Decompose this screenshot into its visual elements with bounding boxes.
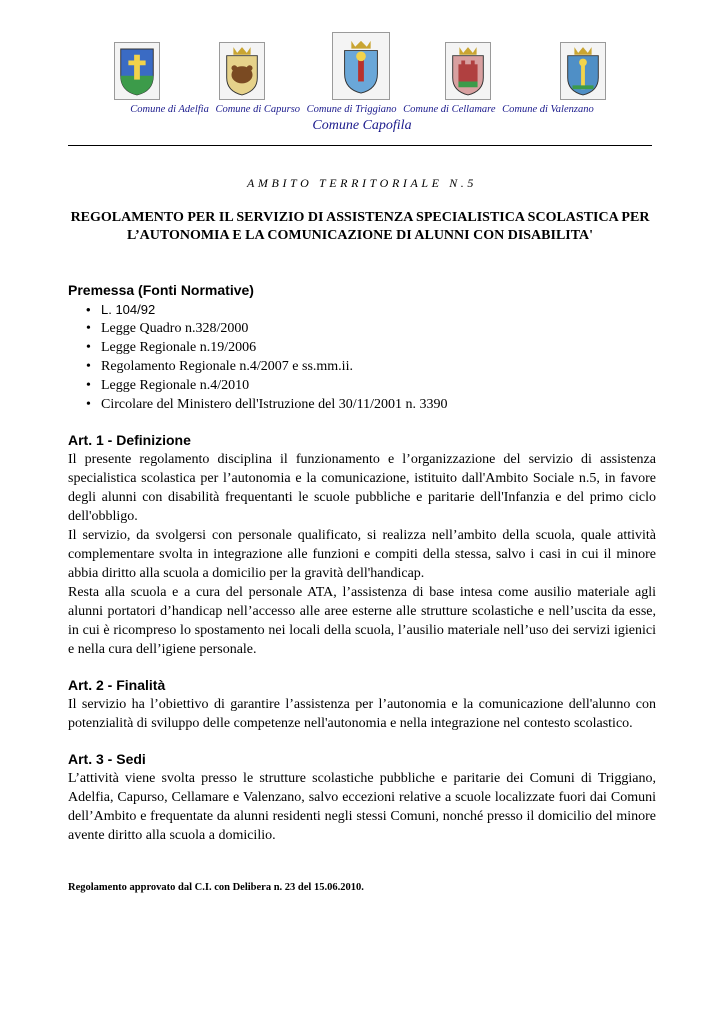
approval-note: Regolamento approvato dal C.I. con Delibera n. 23 del 15.06.2010. <box>68 882 364 893</box>
triggiano-crest-icon <box>332 32 390 100</box>
crests-row <box>0 40 724 104</box>
comune-cellamare: Comune di Cellamare <box>403 104 496 115</box>
header-divider <box>68 145 652 146</box>
article-1 <box>68 431 656 659</box>
valenzano-crest-icon <box>560 42 606 100</box>
list-item: • Regolamento Regionale n.4/2007 e ss.mm.ii. <box>86 357 656 376</box>
premessa-heading: Premessa (Fonti Normative) <box>68 282 254 298</box>
art1-paragraph: Il servizio, da svolgersi con personale qualificato, si realizza nell’ambito della scuola, quale attività complementare svolta in integrazione alle funzioni e compiti della stessa, salvo i casi in cui il minore abbia diritto alla scuola a domicilio per la gravità dell'handicap. <box>68 528 656 581</box>
list-item: • L. 104/92 <box>86 300 656 319</box>
art1-paragraph: Il presente regolamento disciplina il funzionamento e l’organizzazione del servizio di assistenza specialistica scolastica per l’autonomia e la comunicazione, istituito dall'Ambito Sociale n.5, in favore degli alunni con disabilità frequentanti le scuole pubbliche e paritarie dell'Infanzia e del primo ciclo dell'obbligo. <box>68 452 656 524</box>
art1-heading: Art. 1 - Definizione <box>68 432 191 448</box>
comune-valenzano: Comune di Valenzano <box>502 104 594 115</box>
article-2 <box>68 676 656 733</box>
list-item: • Legge Regionale n.4/2010 <box>86 376 656 395</box>
art2-paragraph: Il servizio ha l’obiettivo di garantire l’assistenza per l’autonomia e la comunicazione dell'alunno con potenzialità di sviluppo delle competenze nell'autonomia e nella integrazione nel contesto scolastico. <box>68 697 656 731</box>
article-3 <box>68 750 656 845</box>
capurso-crest-icon <box>219 42 265 100</box>
document-title: REGOLAMENTO PER IL SERVIZIO DI ASSISTENZA SPECIALISTICA SCOLASTICA PER L’AUTONOMIA E LA COMUNICAZIONE DI ALUNNI CON DISABILITA' <box>70 210 650 243</box>
list-item: • Legge Regionale n.19/2006 <box>86 338 656 357</box>
art3-heading: Art. 3 - Sedi <box>68 751 146 767</box>
document-body <box>68 281 656 845</box>
art3-paragraph: L’attività viene svolta presso le strutture scolastiche pubbliche e paritarie dei Comuni di Triggiano, Adelfia, Capurso, Cellamare e Valenzano, salvo eccezioni relative a scuole localizzate fuori dai Comuni dell’Ambito e frequentate da alunni residenti negli stessi Comuni, nonché presso il domicilio del minore avente diritto alla scuola a domicilio. <box>68 771 656 843</box>
adelfia-crest-icon <box>114 42 160 100</box>
art1-paragraph: Resta alla scuola e a cura del personale ATA, l’assistenza di base intesa come ausilio materiale agli alunni portatori d’handicap nell’accesso alle aree esterne alle strutture scolastiche e nell’uscita da esse, in cui è ricompreso lo spostamento nei locali della scuola, l’ausilio materiale nell’uso dei servizi igienici e nella cura dell’igiene personale. <box>68 585 656 657</box>
list-item: • Circolare del Ministero dell'Istruzione del 30/11/2001 n. 3390 <box>86 395 656 414</box>
ambito-territoriale: AMBITO TERRITORIALE N.5 <box>246 176 478 190</box>
premessa-list <box>86 300 656 414</box>
comune-capurso: Comune di Capurso <box>215 104 301 115</box>
comune-adelfia: Comune di Adelfia <box>130 104 209 115</box>
cellamare-crest-icon <box>445 42 491 100</box>
comuni-line <box>0 104 724 115</box>
list-item: • Legge Quadro n.328/2000 <box>86 319 656 338</box>
comune-capofila: Comune Capofila <box>312 118 412 133</box>
comune-triggiano: Comune di Triggiano <box>306 104 397 115</box>
art2-heading: Art. 2 - Finalità <box>68 677 166 693</box>
